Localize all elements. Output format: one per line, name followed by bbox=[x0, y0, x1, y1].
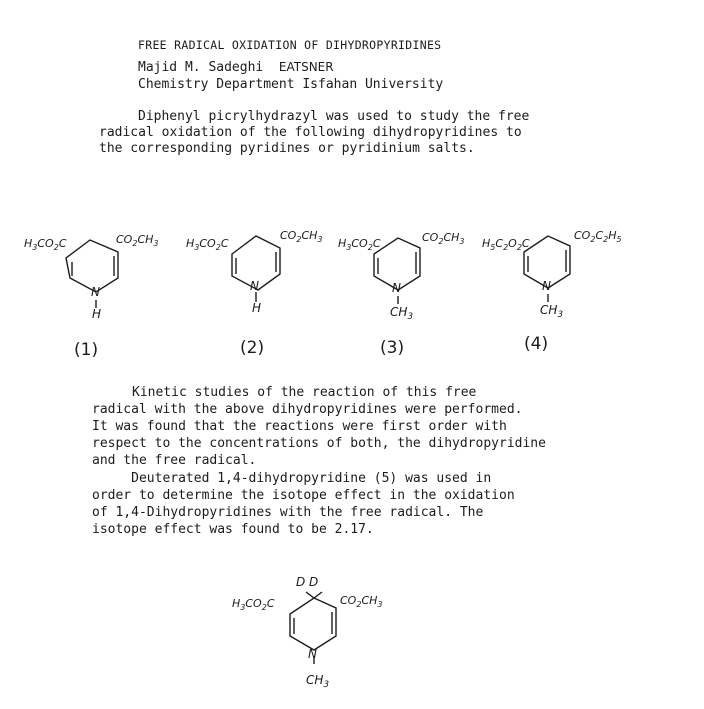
body-line: isotope effect was found to be 2.17. bbox=[92, 522, 374, 537]
body-line: It was found that the reactions were first order with bbox=[92, 419, 507, 434]
substituent-right: $CO_2CH_3$ bbox=[116, 233, 159, 248]
ring-nitrogen: N bbox=[250, 279, 259, 293]
substituent-left: $H_3CO_2C$ bbox=[232, 597, 275, 612]
n-substituent: $CH_3$ bbox=[306, 673, 330, 690]
intro-line: the corresponding pyridines or pyridinium salts. bbox=[99, 141, 475, 156]
body-line: and the free radical. bbox=[92, 453, 257, 468]
body-line: radical with the above dihydropyridines were performed. bbox=[92, 402, 523, 417]
author-extra: EATSNER bbox=[278, 60, 334, 74]
affiliation: Chemistry Department Isfahan University bbox=[138, 77, 444, 92]
body-line: Kinetic studies of the reaction of this free bbox=[132, 385, 477, 400]
substituent-left: $H_3CO_2C$ bbox=[338, 237, 381, 252]
body-line: Deuterated 1,4-dihydropyridine (5) was used in bbox=[92, 471, 492, 486]
n-substituent: H bbox=[92, 307, 102, 321]
ring-nitrogen: N bbox=[308, 647, 317, 661]
deuterium-label: D D bbox=[296, 575, 319, 589]
body-line: order to determine the isotope effect in the oxidation bbox=[92, 488, 515, 503]
structure-label: (4) bbox=[524, 334, 549, 354]
structure-label: (2) bbox=[240, 338, 265, 358]
substituent-right: $CO_2CH_3$ bbox=[422, 231, 465, 246]
substituent-left: $H_3CO_2C$ bbox=[24, 237, 67, 252]
intro-line: Diphenyl picrylhydrazyl was used to study the free bbox=[138, 109, 530, 124]
intro-line: radical oxidation of the following dihydropyridines to bbox=[99, 125, 522, 140]
ring-nitrogen: N bbox=[392, 281, 401, 295]
substituent-right: $CO_2C_2H_5$ bbox=[574, 229, 622, 244]
ring-nitrogen: N bbox=[542, 279, 551, 293]
structure-label: (1) bbox=[74, 340, 99, 360]
n-substituent: $CH_3$ bbox=[390, 305, 414, 322]
n-substituent: H bbox=[252, 301, 262, 315]
n-substituent: $CH_3$ bbox=[540, 303, 564, 320]
body-line: of 1,4-Dihydropyridines with the free radical. The bbox=[92, 505, 484, 520]
substituent-left: $H_5C_2O_2C$ bbox=[482, 237, 530, 252]
structure-label: (3) bbox=[380, 338, 405, 358]
ring-nitrogen: N bbox=[91, 285, 100, 299]
substituent-right: $CO_2CH_3$ bbox=[340, 594, 383, 609]
paper-title: FREE RADICAL OXIDATION OF DIHYDROPYRIDINES bbox=[138, 38, 442, 52]
body-line: respect to the concentrations of both, the dihydropyridine bbox=[92, 436, 546, 451]
substituent-right: $CO_2CH_3$ bbox=[280, 229, 323, 244]
author-name: Majid M. Sadeghi EATSNER bbox=[138, 60, 334, 75]
substituent-left: $H_3CO_2C$ bbox=[186, 237, 229, 252]
